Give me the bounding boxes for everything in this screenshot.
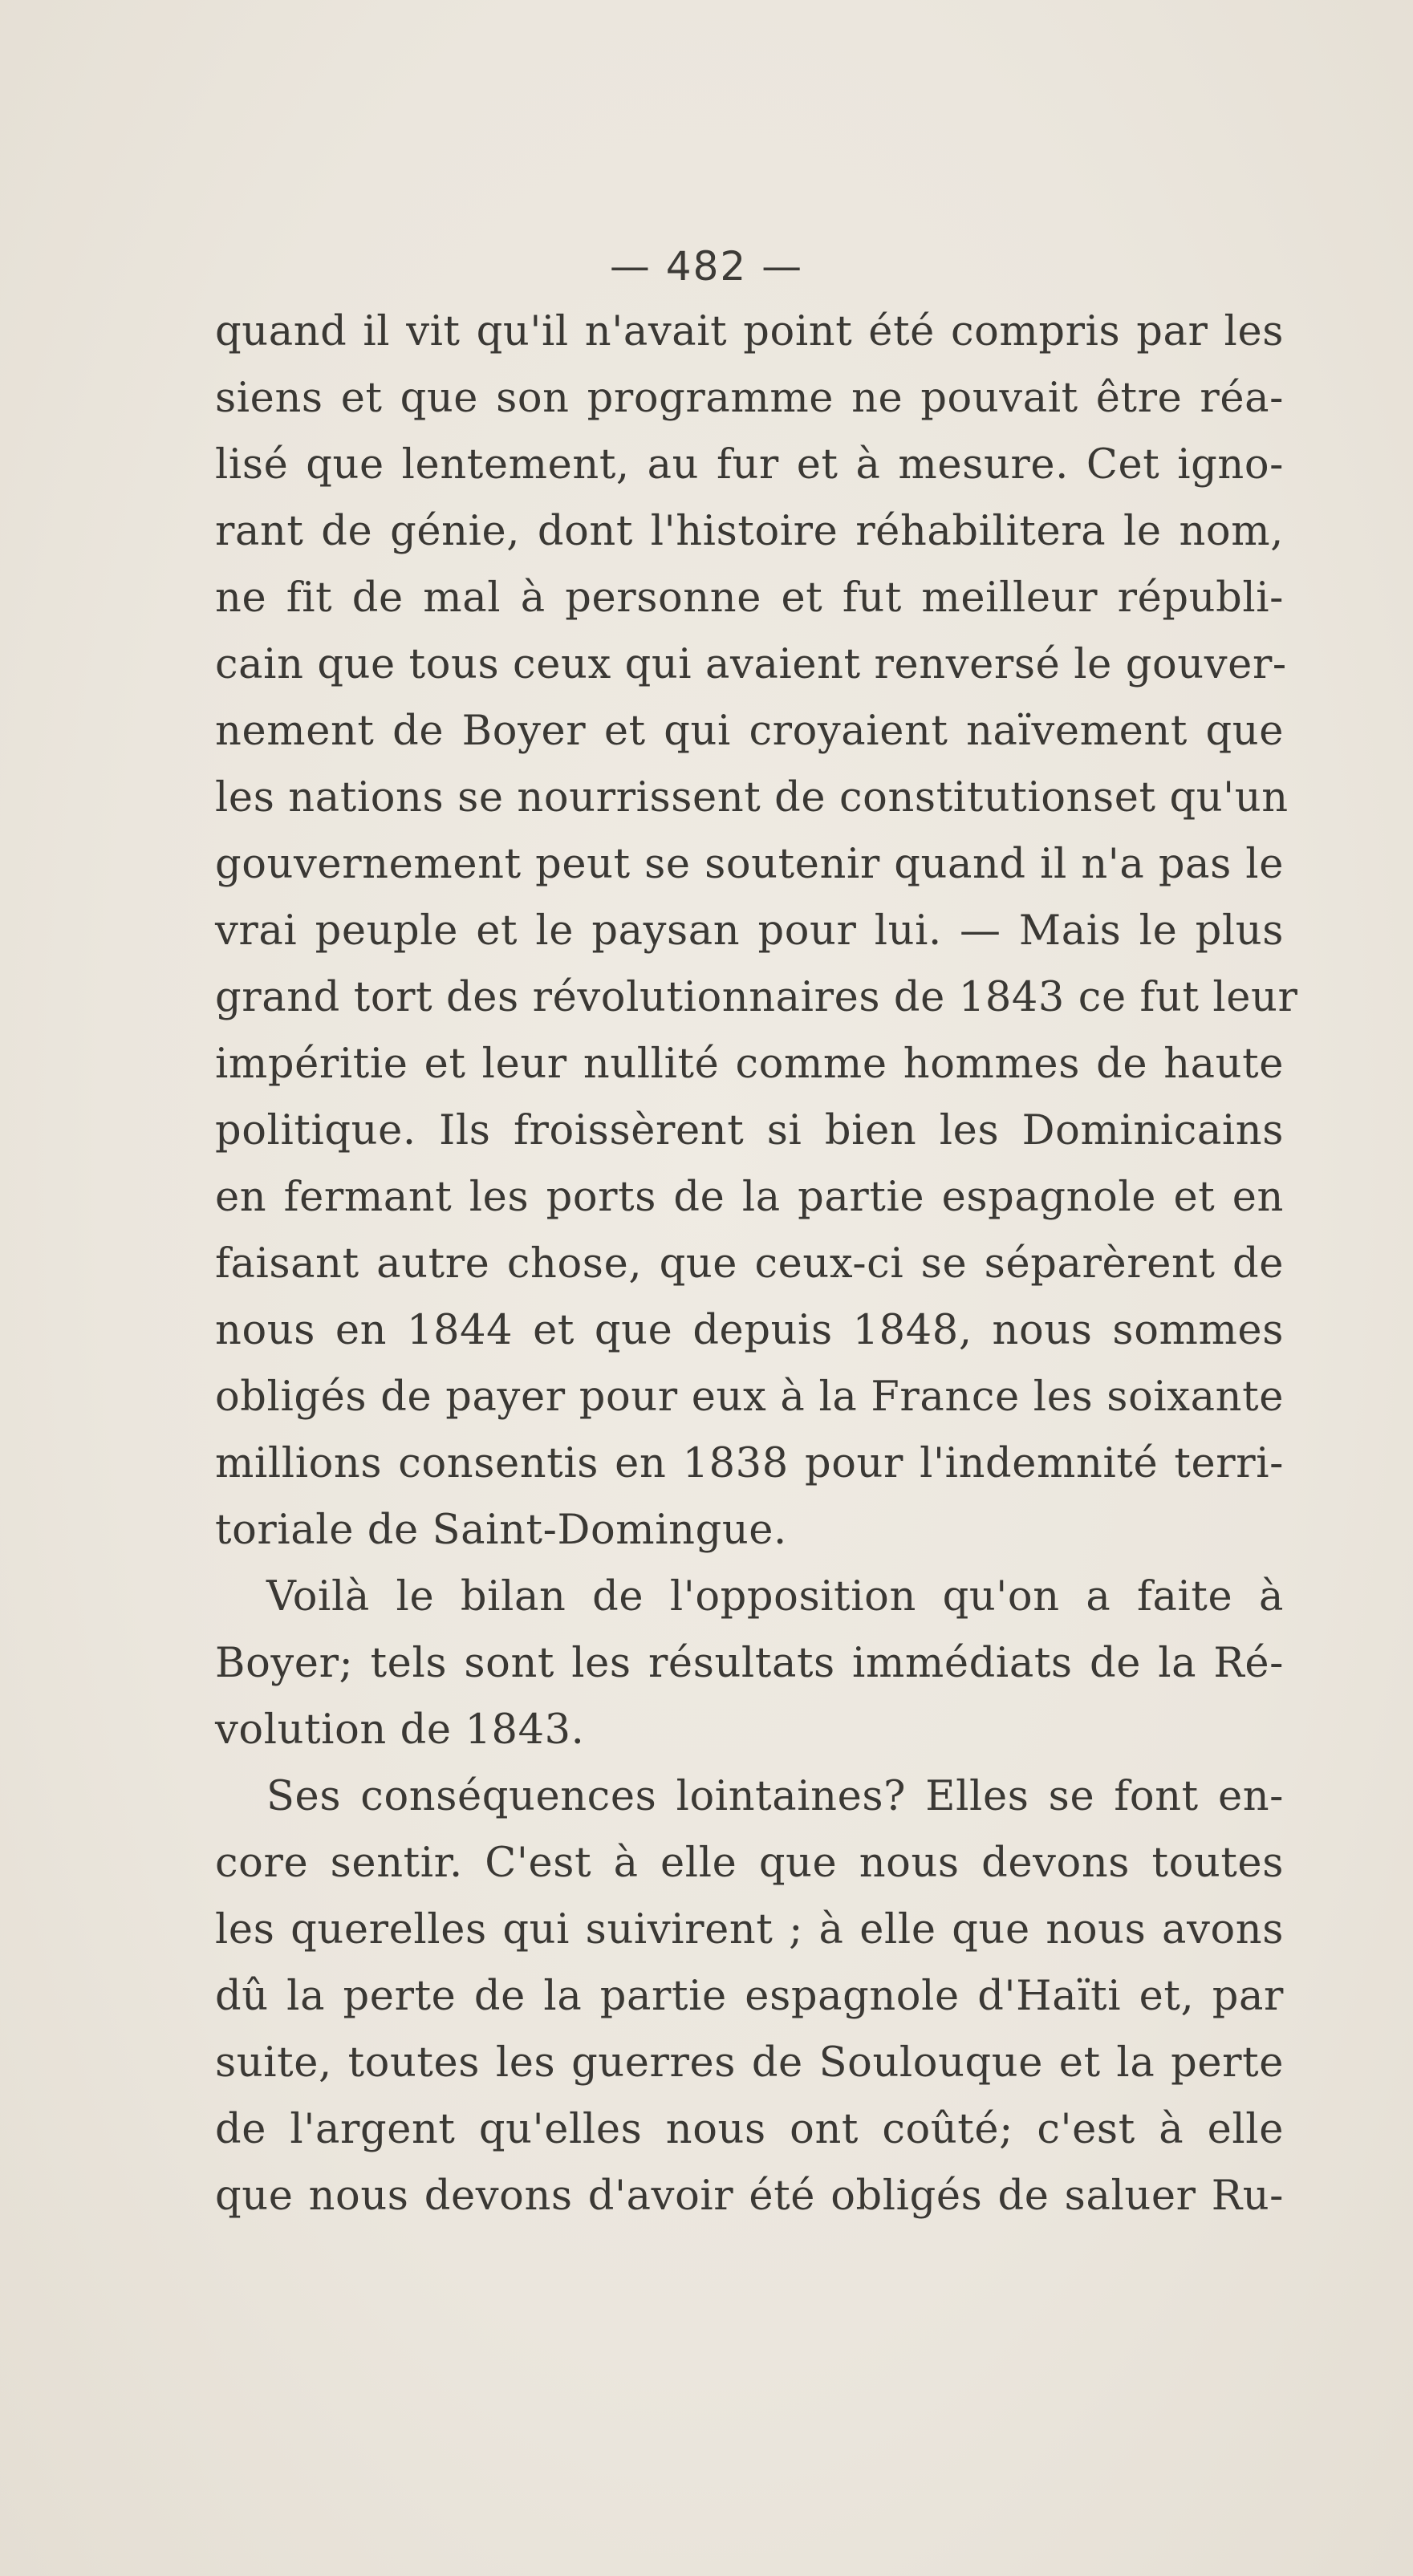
text-line: de l'argent qu'elles nous ont coûté; c'est à elle	[215, 2106, 1284, 2153]
text-line: que nous devons d'avoir été obligés de saluer Ru-	[215, 2172, 1284, 2220]
text-line: millions consentis en 1838 pour l'indemnité terri-	[215, 1440, 1284, 1487]
text-line: vrai peuple et le paysan pour lui. — Mais le plus	[215, 907, 1284, 955]
text-line: Voilà le bilan de l'opposition qu'on a faite à	[266, 1573, 1284, 1621]
text-line: toriale de Saint-Domingue.	[215, 1507, 787, 1554]
text-line: nement de Boyer et qui croyaient naïvement que	[215, 708, 1284, 755]
text-line: les nations se nourrissent de constitutionset qu'un	[215, 774, 1289, 821]
page-number: — 482 —	[609, 243, 804, 290]
text-line: politique. Ils froissèrent si bien les Dominicains	[215, 1107, 1284, 1154]
text-line: obligés de payer pour eux à la France les soixante	[215, 1373, 1284, 1421]
text-line: suite, toutes les guerres de Soulouque et la perte	[215, 2039, 1284, 2087]
text-line: en fermant les ports de la partie espagnole et en	[215, 1174, 1284, 1221]
text-line: ne fit de mal à personne et fut meilleur républi-	[215, 574, 1284, 622]
text-line: dû la perte de la partie espagnole d'Haïti et, par	[215, 1973, 1284, 2020]
text-line: cain que tous ceux qui avaient renversé le gouver-	[215, 641, 1287, 688]
text-line: lisé que lentement, au fur et à mesure. Cet igno-	[215, 441, 1284, 489]
text-line: impéritie et leur nullité comme hommes de haute	[215, 1041, 1284, 1088]
text-line: nous en 1844 et que depuis 1848, nous sommes	[215, 1307, 1284, 1354]
text-line: faisant autre chose, que ceux-ci se séparèrent de	[215, 1240, 1284, 1288]
text-line: quand il vit qu'il n'avait point été compris par les	[215, 308, 1284, 355]
text-line: core sentir. C'est à elle que nous devons toutes	[215, 1840, 1284, 1887]
text-line: les querelles qui suivirent ; à elle que nous avons	[215, 1906, 1284, 1953]
paragraph	[215, 298, 1298, 1564]
text-line: volution de 1843.	[215, 1706, 585, 1754]
paragraph	[215, 1564, 1284, 1763]
body-text	[215, 298, 1298, 2229]
text-line: grand tort des révolutionnaires de 1843 ce fut leur	[215, 974, 1298, 1021]
text-line: Boyer; tels sont les résultats immédiats de la Ré-	[215, 1640, 1284, 1687]
text-line: Ses conséquences lointaines? Elles se font en-	[266, 1773, 1284, 1820]
text-line: siens et que son programme ne pouvait être réa-	[215, 375, 1284, 422]
paragraph	[215, 1763, 1284, 2229]
text-line: gouvernement peut se soutenir quand il n'a pas le	[215, 841, 1284, 888]
text-line: rant de génie, dont l'histoire réhabilitera le nom,	[215, 508, 1284, 555]
